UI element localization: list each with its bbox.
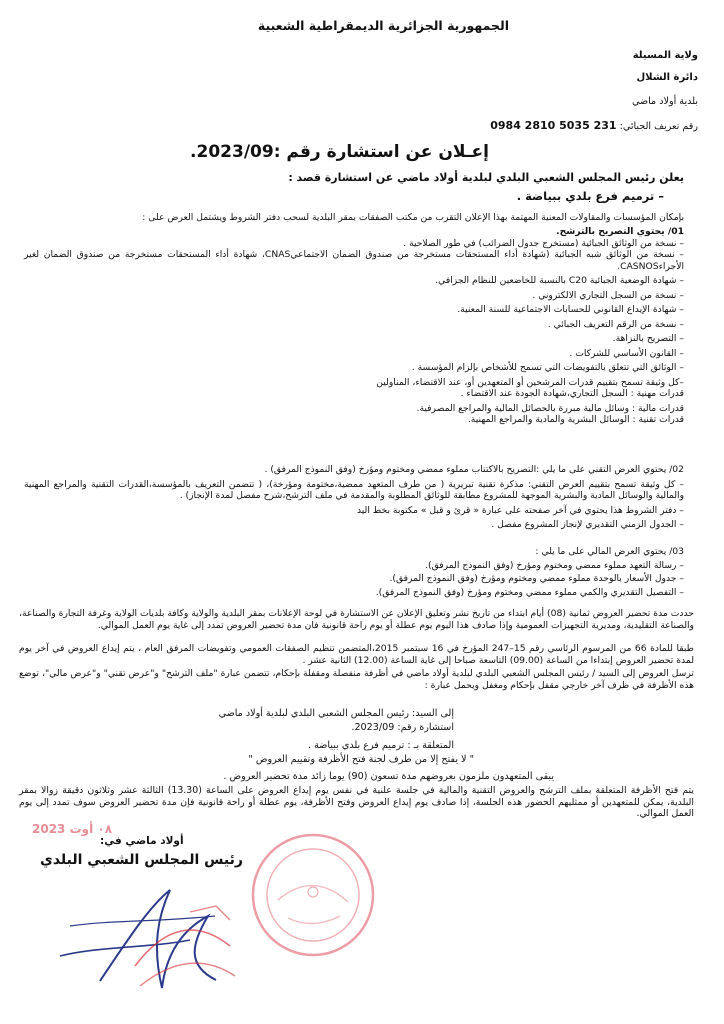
page-title: إعـلان عن استشارة رقم :2023/09. <box>190 142 489 162</box>
signature-place: أولاد ماضي في: <box>100 835 184 847</box>
sending-paragraph: ترسل العروض إلى السيد / رئيس المجلس الشعبي البلدي لبلدية أولاد ماضي في أظرفة منفصلة ومقفلة بإحكام، تتضمن عبارة "ملف الترشح" و"عرض تقني" و"عرض مالي"، توضع هذه الأظرفة في ظرف آخر خارجي مقفل بإحكام ومغفل ويحمل عبارة : <box>19 668 694 691</box>
signature-graphic <box>40 876 250 1006</box>
list-item: – دفتر الشروط هذا يحتوي في آخر صفحته على عبارة « قرئ و قبل » مكتوبة بخط اليد <box>356 504 684 516</box>
signature-role: رئيس المجلس الشعبي البلدي <box>40 852 243 868</box>
list-item: – الجدول الزمني التقديري لإنجاز المشروع مفصل . <box>491 519 684 530</box>
validity-text: يبقى المتعهدون ملزمون بعروضهم مدة تسعون (90) يوما زائد مدة تحضير العروض . <box>223 771 554 782</box>
section3-heading: 03/ يحتوي العرض المالي على ما يلي : <box>535 546 684 557</box>
envelope-line-1: إلى السيد: رئيس المجلس الشعبي البلدي لبلدية أولاد ماضي <box>218 708 454 719</box>
section1 <box>24 226 684 426</box>
list-item: – رسالة التعهد مملوء ممضي ومختوم ومؤرخ (وفق النموذج المرفق). <box>425 559 684 571</box>
list-item: – نسخة من الرقم التعريف الجبائي . <box>547 318 684 330</box>
official-stamp <box>248 830 378 960</box>
list-item: – الوثائق التي تتعلق بالتفويضات التي تسمح للأشخاص بإلزام المؤسسة . <box>411 362 684 373</box>
duration-paragraph: حددت مدة تحضير العروض ثمانية (08) أيام ابتداء من تاريخ نشر وتعليق الإعلان عن الاستشارة في لوحة الإعلانات بمقر البلدية والولاية وكافة بلديات الولاية وغرفة التجارة والصناعة، والصناعة التقليدية، ومديرية التجهيزات العمومية وإذا صادف هذا اليوم يوم عطلة أو يوم راحة قانونية فان مدة تحضير العروض تمدد إلى غاية يوم العمل الموالي. <box>19 608 694 631</box>
opening-paragraph: يتم فتح الأظرفة المتعلقة بملف الترشح والعروض التقنية والمالية في جلسة علنية في نفس يوم إيداع العروض على الساعة (13.30) الثالثة عشر وثلاثون دقيقة زوالا بمقر البلدية، يمكن للمتعهدين أو ممثليهم الحضور هذه الجلسة، إذا صادف يوم إيداع العروض وفتح الأظرفة، يوم عطلة أو راحة قانونية فإن مدة تحضير العروض سوف تمدد إلى يوم العمل الموالي. <box>19 785 694 819</box>
republic-header: الجمهورية الجزائرية الديمقراطية الشعبية <box>257 18 509 33</box>
daira-label: دائرة الشلال <box>636 72 698 83</box>
list-item: – التصريح بالنزاهة. <box>612 333 684 344</box>
section2-heading: 02/ يحتوي العرض التقني على ما يلي :التصريح بالاكتتاب مملوء ممضي ومختوم ومؤرخ (وفق النموذج المرفق) . <box>264 464 684 475</box>
list-item: قدرات مالية : وسائل مالية مبررة بالحصائل المالية والمراجع المصرفية. <box>416 402 684 414</box>
envelope-line-4: " لا يفتح إلا من طرف لجنة فتح الأظرفة وتقييم العروض " <box>248 754 474 765</box>
tax-id-value: 0984 2810 5035 231 <box>490 119 617 132</box>
object-text: – ترميم فرع بلدي ببياضة . <box>516 189 664 203</box>
list-item: – التفصيل التقديري والكمي مملوء ممضي ومختوم ومؤرخ (وفق النموذج المرفق). <box>375 586 684 598</box>
envelope-line-3: المتعلقة بـ : ترميم فرع بلدي ببياضة . <box>308 740 454 751</box>
handwritten-signature-icon <box>40 876 250 1006</box>
envelope-line-2: استشارة رقم: 2023/09. <box>351 722 454 733</box>
list-item: – نسخة من السجل التجاري الالكتروني . <box>532 289 684 301</box>
intro-text: يعلن رئيس المجلس الشعبي البلدي لبلدية أولاد ماضي عن استشارة قصد : <box>288 171 684 184</box>
list-item: –كل وثيقة تسمح بتقييم قدرات المرشحين أو المتعهدين أو، عند الاقتضاء، المناولين <box>376 376 684 388</box>
list-item: قدرات تقنية : الوسائل البشرية والمادية والمراجع المهنية. <box>467 414 684 425</box>
legal-paragraph: طبقا للمادة 66 من المرسوم الرئاسي رقم 15–247 المؤرخ في 16 سبتمبر 2015،المتضمن تنظيم الصفقات العمومي وتفويضات المرفق العام ، يتم إيداع العروض في آخر يوم لمدة تحضير العروض إبتداءا من الساعة (09.00) التاسعة صباحا إلى غاية الساعة (12.00) الثانية عشر . <box>19 643 694 666</box>
list-item: – القانون الأساسي للشركات . <box>569 347 684 359</box>
commune-label: بلدية أولاد ماضي <box>631 96 698 107</box>
date-stamp: 2023 ٠٨ أوت <box>32 822 113 836</box>
stamp-graphic <box>248 830 378 960</box>
list-item: – كل وثيقة تسمح بتقييم العرض التقني: مذكرة تقنية تبريرية ( من طرف المتعهد ممضية،مختومة ومؤرخة)، ( تتضمن التعريف بالمؤسسة،القدرات التقنية والمراجع المهنية والمالية والوسائل المادية والبشرية الموجهة للمشروع مطابقة للوثائق المطلوبة والمقدمة في ملف الترشح،شرح مفصل لمدة الإنجاز) . <box>24 478 684 501</box>
tax-id-line <box>490 120 698 132</box>
section2 <box>24 464 684 531</box>
list-item: – شهادة الإيداع القانوني للحسابات الاجتماعية للسنة المعنية. <box>457 304 684 315</box>
list-item: – شهادة الوضعية الجبائية C20 بالنسبة للخاضعين للنظام الجزافي. <box>435 275 684 286</box>
wilaya-label: ولاية المسيلة <box>632 50 698 61</box>
list-item: قدرات مهنية : السجل التجاري،شهادة الجودة عند الاقتضاء . <box>460 388 684 399</box>
list-item: – نسخة من الوثائق شبه الجبائية (شهادة أداء المستحقات مستخرجة من صندوق الضمان الاجتماعيCNAS، شهادة أداء المستحقات مستخرجة من صندوق الضمان لغير الأجراءCASNOS. <box>24 249 684 272</box>
eligibility-text: بإمكان المؤسسات والمقاولات المعنية المهتمة بهذا الإعلان التقرب من مكتب الصفقات بمقر البلدية لسحب دفتر الشروط ويشتمل العرض على : <box>142 212 684 223</box>
section3 <box>24 546 684 598</box>
list-item: – جدول الأسعار بالوحدة مملوء ممضي ومختوم ومؤرخ (وفق النموذج المرفق). <box>389 573 684 584</box>
list-item: – نسخة من الوثائق الجبائية (مستخرج جدول الضرائب) في طور الصلاحية . <box>403 237 684 249</box>
tax-id-label: رقم تعريف الجبائي: <box>619 121 698 132</box>
section1-heading: 01/ يحتوي التصريح بالترشح. <box>556 226 684 237</box>
